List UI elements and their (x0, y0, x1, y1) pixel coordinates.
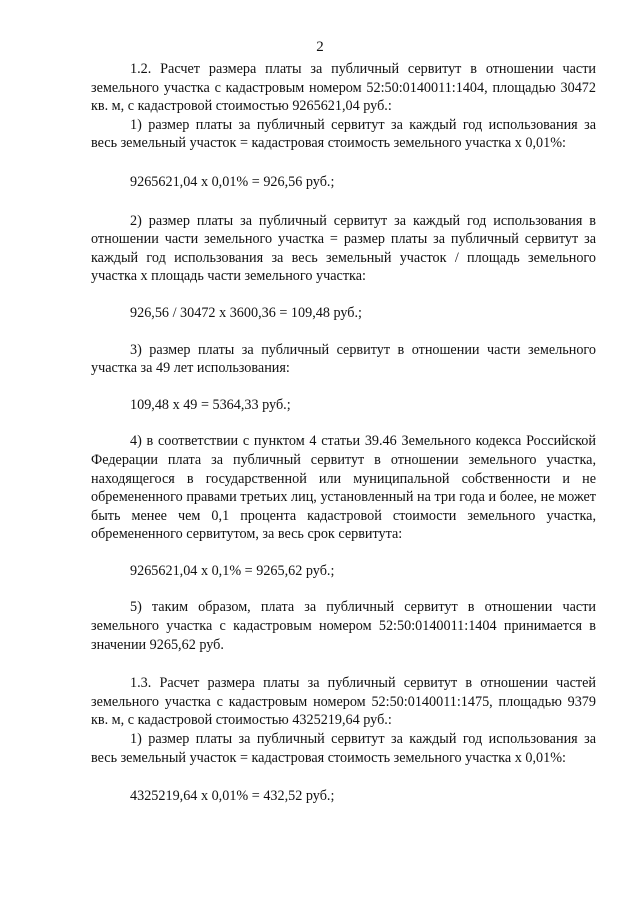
section-1-2-formula-4: 9265621,04 x 0,1% = 9265,62 руб.; (130, 562, 335, 579)
document-body (91, 60, 596, 806)
section-1-3-item-1: 1) размер платы за публичный сервитут за каждый год использования за весь земельный участок = кадастровая стоимость земельного участка x 0,01%: (91, 731, 596, 766)
page-number: 2 (316, 39, 324, 55)
section-1-2-item-4: 4) в соответствии с пунктом 4 статьи 39.46 Земельного кодекса Российской Федерации плата за публичный сервитут в отношении земельного участка, находящегося в государственной или муниципальной собственности и не обремененного правами третьих лиц, установленный на три года и более, не может быть менее чем 0,1 процента кадастровой стоимости земельного участка, обремененного сервитутом, за весь срок сервитута: (91, 433, 596, 543)
section-1-2-formula-3: 109,48 x 49 = 5364,33 руб.; (130, 396, 291, 413)
section-1-2-heading: 1.2. Расчет размера платы за публичный сервитут в отношении части земельного участка с кадастровым номером 52:50:0140011:1404, площадью 30472 кв. м, с кадастровой стоимостью 9265621,04 руб.: (91, 61, 596, 115)
section-1-3-heading: 1.3. Расчет размера платы за публичный сервитут в отношении частей земельного участка с кадастровым номером 52:50:0140011:1475, площадью 9379 кв. м, с кадастровой стоимостью 4325219,64 руб.: (91, 675, 596, 729)
section-1-2-formula-1: 9265621,04 x 0,01% = 926,56 руб.; (130, 173, 335, 190)
section-1-2-item-5: 5) таким образом, плата за публичный сервитут в отношении части земельного участка с кадастровым номером 52:50:0140011:1404 принимается в значении 9265,62 руб. (91, 599, 596, 653)
section-1-2-item-1: 1) размер платы за публичный сервитут за каждый год использования за весь земельный участок = кадастровая стоимость земельного участка x 0,01%: (91, 116, 596, 152)
section-1-3-formula-1: 4325219,64 x 0,01% = 432,52 руб.; (130, 788, 335, 805)
section-1-2-item-3: 3) размер платы за публичный сервитут в отношении части земельного участка за 49 лет использования: (91, 341, 596, 377)
section-1-2-item-2: 2) размер платы за публичный сервитут за каждый год использования в отношении части земельного участка = размер платы за публичный сервитут за каждый год использования за весь земельный участок / площадь земельного участка x площадь части земельного участка: (91, 212, 596, 285)
section-1-2-formula-2: 926,56 / 30472 x 3600,36 = 109,48 руб.; (130, 304, 362, 321)
